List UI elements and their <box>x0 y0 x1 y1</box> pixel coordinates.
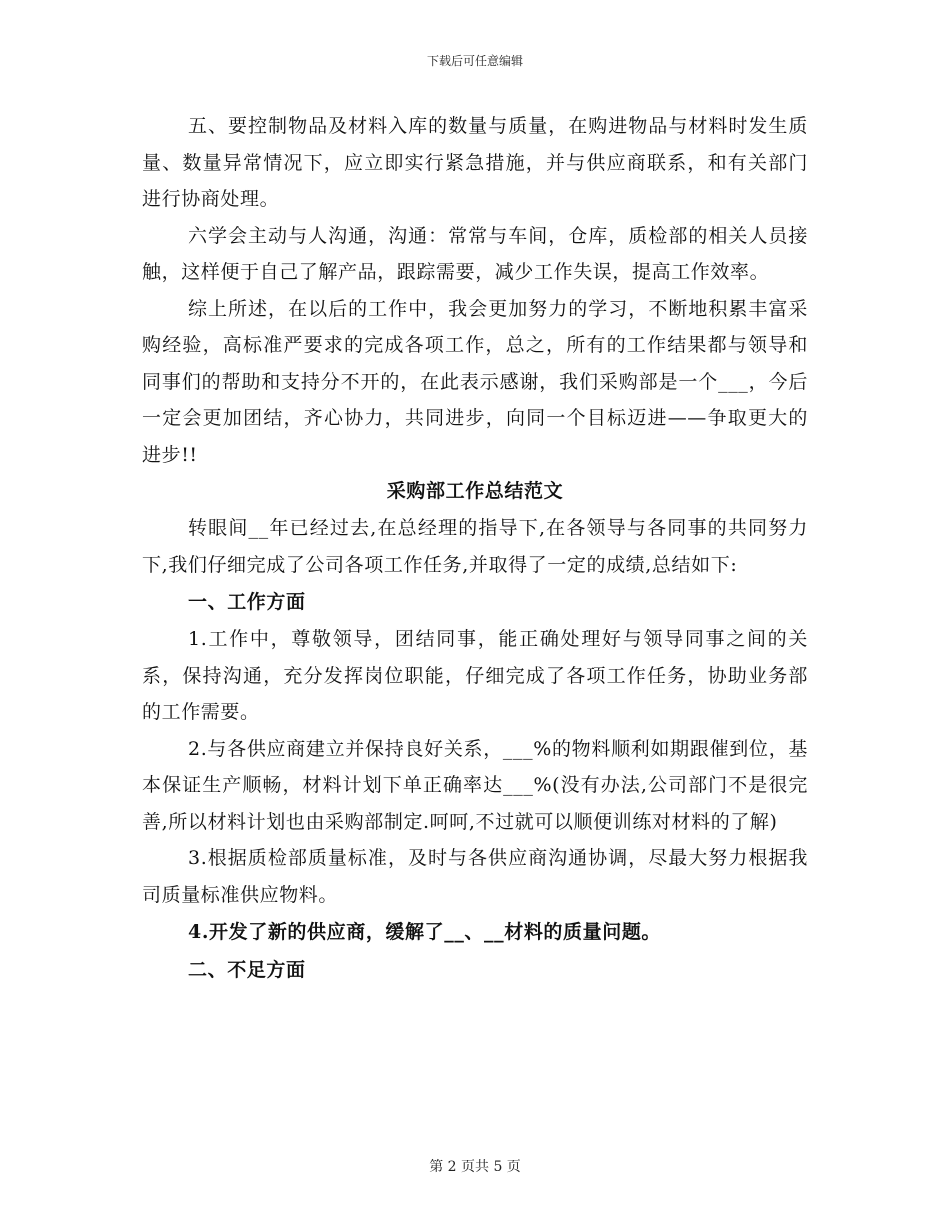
section-heading-work: 一、工作方面 <box>188 591 306 613</box>
paragraph-communication: 六学会主动与人沟通，沟通：常常与车间，仓库，质检部的相关人员接触，这样便于自己了解产品，跟踪需要，减少工作失误，提高工作效率。 <box>142 224 808 283</box>
page-footer: 第 2 页共 5 页 <box>429 1159 521 1175</box>
work-item-3: 3.根据质检部质量标准，及时与各供应商沟通协调，尽最大努力根据我司质量标准供应物料。 <box>142 847 808 906</box>
work-item-4: 4.开发了新的供应商，缓解了__、__材料的质量问题。 <box>188 921 662 943</box>
document-title: 采购部工作总结范文 <box>386 480 564 502</box>
paragraph-intro: 转眼间__年已经过去,在总经理的指导下,在各领导与各同事的共同努力下,我们仔细完成了公司各项工作任务,并取得了一定的成绩,总结如下: <box>142 517 808 576</box>
work-item-1: 1.工作中，尊敬领导，团结同事，能正确处理好与领导同事之间的关系，保持沟通，充分发挥岗位职能，仔细完成了各项工作任务，协助业务部的工作需要。 <box>142 628 808 723</box>
page-header: 下载后可任意编辑 <box>426 54 523 68</box>
work-item-2: 2.与各供应商建立并保持良好关系，___%的物料顺利如期跟催到位，基本保证生产顺畅，材料计划下单正确率达___%(没有办法,公司部门不是很完善,所以材料计划也由采购部制定.呵呵,不过就可以顺便训练对材料的了解) <box>142 737 808 833</box>
paragraph-summary: 综上所述，在以后的工作中，我会更加努力的学习，不断地积累丰富采购经验，高标准严要求的完成各项工作，总之，所有的工作结果都与领导和同事们的帮助和支持分不开的，在此表示感谢，我们采购部是一个___，今后一定会更加团结，齐心协力，共同进步，向同一个目标迈进——争取更大的进步!! <box>142 297 808 466</box>
document-body <box>142 108 808 989</box>
section-heading-shortcomings: 二、不足方面 <box>188 959 306 981</box>
paragraph-procurement-control: 五、要控制物品及材料入库的数量与质量，在购进物品与材料时发生质量、数量异常情况下，应立即实行紧急措施，并与供应商联系，和有关部门进行协商处理。 <box>142 115 808 210</box>
